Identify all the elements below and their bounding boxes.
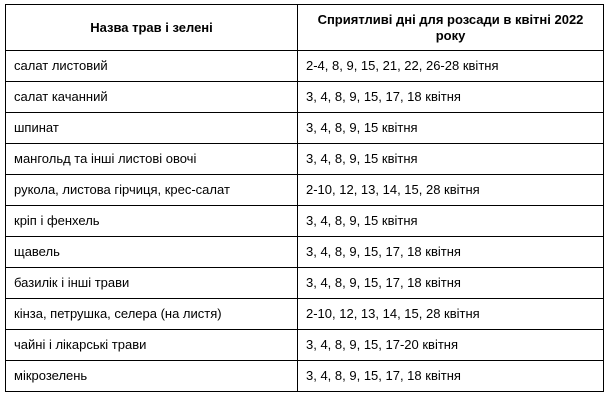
- planting-table-container: [5, 4, 604, 392]
- favorable-days-cell: 3, 4, 8, 9, 15, 17, 18 квітня: [298, 361, 604, 392]
- herb-name-cell: салат листовий: [6, 51, 298, 82]
- table-row: [6, 237, 604, 268]
- table-row: [6, 144, 604, 175]
- header-favorable-days: Сприятливі дні для розсади в квітні 2022 року: [298, 5, 604, 51]
- favorable-days-cell: 3, 4, 8, 9, 15, 17-20 квітня: [298, 330, 604, 361]
- favorable-days-cell: 3, 4, 8, 9, 15, 17, 18 квітня: [298, 82, 604, 113]
- header-herb-name: Назва трав і зелені: [6, 5, 298, 51]
- table-header: [6, 5, 604, 51]
- herb-name-cell: рукола, листова гірчиця, крес-салат: [6, 175, 298, 206]
- herb-name-cell: базилік і інші трави: [6, 268, 298, 299]
- herb-name-cell: салат качанний: [6, 82, 298, 113]
- favorable-days-cell: 2-10, 12, 13, 14, 15, 28 квітня: [298, 175, 604, 206]
- herb-name-cell: мікрозелень: [6, 361, 298, 392]
- favorable-days-cell: 3, 4, 8, 9, 15 квітня: [298, 113, 604, 144]
- herb-name-cell: чайні і лікарські трави: [6, 330, 298, 361]
- herb-name-cell: мангольд та інші листові овочі: [6, 144, 298, 175]
- table-row: [6, 268, 604, 299]
- table-row: [6, 51, 604, 82]
- favorable-days-cell: 3, 4, 8, 9, 15 квітня: [298, 206, 604, 237]
- table-row: [6, 82, 604, 113]
- table-row: [6, 299, 604, 330]
- table-row: [6, 361, 604, 392]
- favorable-days-cell: 3, 4, 8, 9, 15, 17, 18 квітня: [298, 268, 604, 299]
- herb-name-cell: кріп і фенхель: [6, 206, 298, 237]
- herb-name-cell: кінза, петрушка, селера (на листя): [6, 299, 298, 330]
- table-row: [6, 330, 604, 361]
- table-body: [6, 51, 604, 392]
- favorable-days-cell: 3, 4, 8, 9, 15 квітня: [298, 144, 604, 175]
- table-row: [6, 113, 604, 144]
- favorable-days-cell: 3, 4, 8, 9, 15, 17, 18 квітня: [298, 237, 604, 268]
- table-row: [6, 206, 604, 237]
- herb-name-cell: щавель: [6, 237, 298, 268]
- table-row: [6, 175, 604, 206]
- planting-calendar-table: [5, 4, 604, 392]
- header-row: [6, 5, 604, 51]
- favorable-days-cell: 2-10, 12, 13, 14, 15, 28 квітня: [298, 299, 604, 330]
- herb-name-cell: шпинат: [6, 113, 298, 144]
- favorable-days-cell: 2-4, 8, 9, 15, 21, 22, 26-28 квітня: [298, 51, 604, 82]
